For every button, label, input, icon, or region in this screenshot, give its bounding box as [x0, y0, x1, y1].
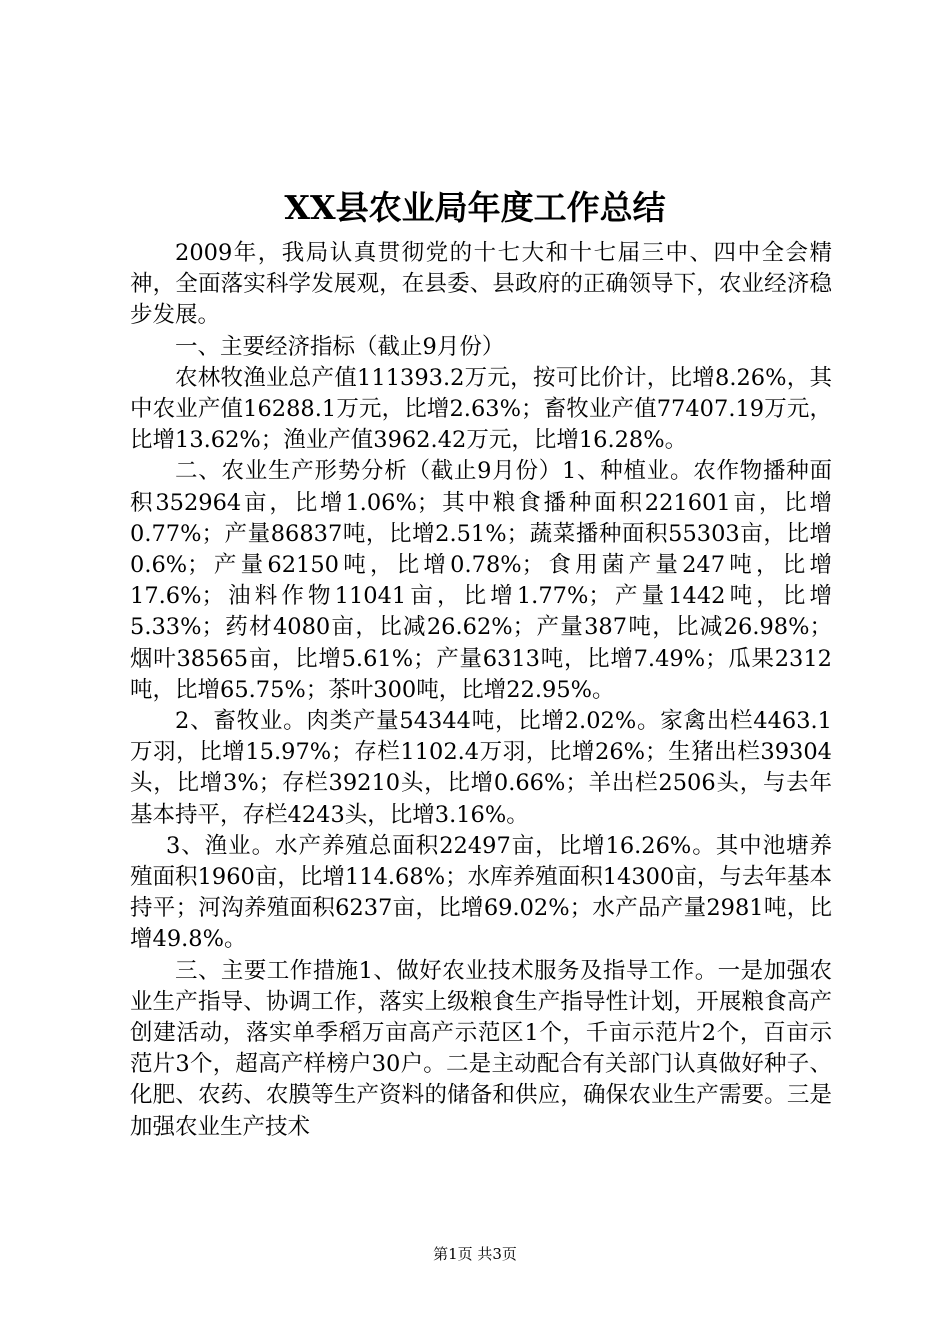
paragraph-fishery: 3、渔业。水产养殖总面积22497亩，比增16.26%。其中池塘养殖面积1960亩，比增114.68%；水库养殖面积14300亩，与去年基本持平；河沟养殖面积6237亩，比增69.02%；水产品产量2981吨，比增49.8%。 — [130, 832, 832, 953]
document-title: XX县农业局年度工作总结 — [284, 188, 666, 227]
paragraph-economic-indicators: 农林牧渔业总产值111393.2万元，按可比价计，比增8.26%，其中农业产值16288.1万元，比增2.63%；畜牧业产值77407.19万元，比增13.62%；渔业产值3962.42万元，比增16.28%。 — [130, 364, 832, 454]
document-body — [130, 238, 832, 1143]
page-footer: 第1页 共3页 — [433, 1245, 517, 1263]
paragraph-section-1-heading: 一、主要经济指标（截止9月份） — [175, 333, 505, 360]
paragraph-planting: 二、农业生产形势分析（截止9月份）1、种植业。农作物播种面积352964亩，比增1.06%；其中粮食播种面积221601亩，比增0.77%；产量86837吨，比增2.51%；蔬菜播种面积55303亩，比增0.6%；产量62150吨，比增0.78%；食用菌产量247吨，比增17.6%；油料作物11041亩，比增1.77%；产量1442吨，比增5.33%；药材4080亩，比减26.62%；产量387吨，比减26.98%；烟叶38565亩，比增5.61%；产量6313吨，比增7.49%；瓜果2312吨，比增65.75%；茶叶300吨，比增22.95%。 — [130, 458, 832, 703]
paragraph-work-measures: 三、主要工作措施1、做好农业技术服务及指导工作。一是加强农业生产指导、协调工作，落实上级粮食生产指导性计划，开展粮食高产创建活动，落实单季稻万亩高产示范区1个，千亩示范片2个，百亩示范片3个，超高产样榜户30户。二是主动配合有关部门认真做好种子、化肥、农药、农膜等生产资料的储备和供应，确保农业生产需要。三是加强农业生产技术 — [130, 957, 832, 1140]
paragraph-intro: 2009年，我局认真贯彻党的十七大和十七届三中、四中全会精神，全面落实科学发展观，在县委、县政府的正确领导下，农业经济稳步发展。 — [130, 240, 832, 329]
paragraph-livestock: 2、畜牧业。肉类产量54344吨，比增2.02%。家禽出栏4463.1万羽，比增15.97%；存栏1102.4万羽，比增26%；生猪出栏39304头，比增3%；存栏39210头，比增0.66%；羊出栏2506头，与去年基本持平，存栏4243头，比增3.16%。 — [130, 708, 832, 828]
